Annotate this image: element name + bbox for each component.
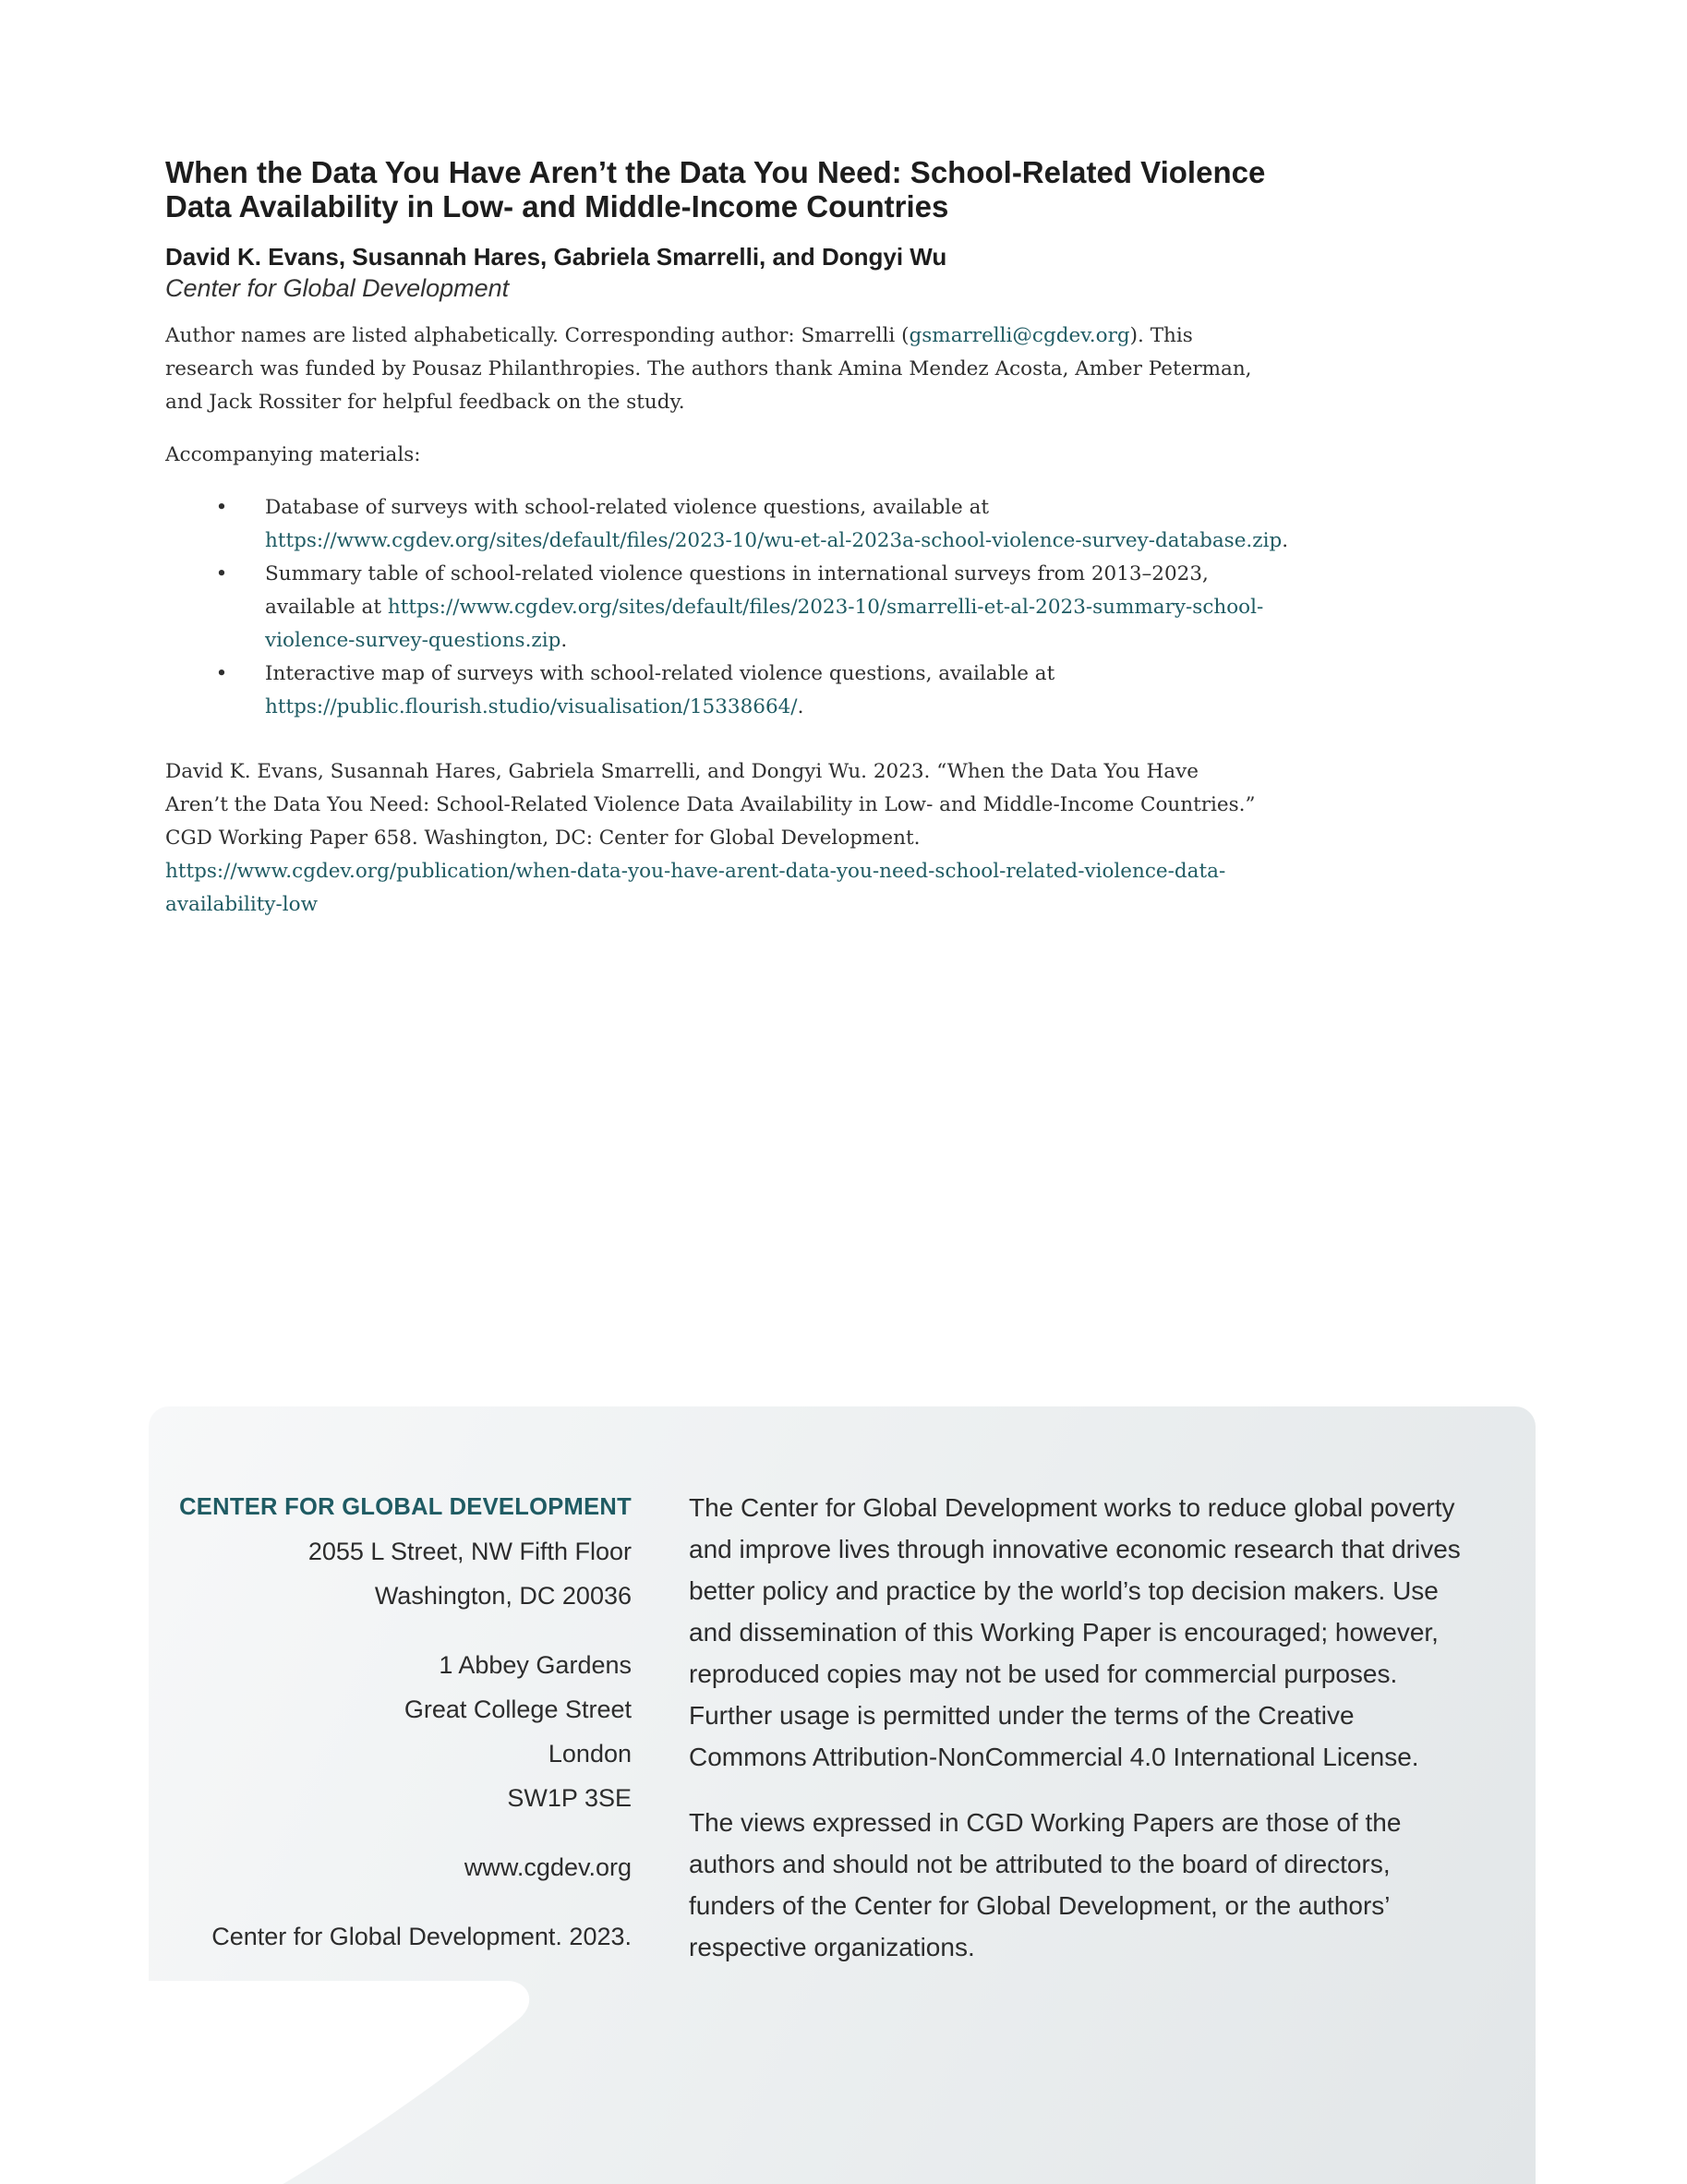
- address-line: 1 Abbey Gardens: [439, 1651, 632, 1679]
- address-line: 2055 L Street, NW Fifth Floor: [307, 1538, 632, 1565]
- material-description: Database of surveys with school-related violence questions, available at: [265, 496, 990, 519]
- copyright: Center for Global Development. 2023.: [211, 1923, 632, 1950]
- disclaimer-paragraph: The views expressed in CGD Working Papers are those of the authors and should not be attributed to the board of directors, funders of the Center for Global Development, or the authors’ respective organizations.: [689, 1808, 1402, 1961]
- author-list: David K. Evans, Susannah Hares, Gabriela Smarrelli, and Dongyi Wu: [165, 243, 947, 271]
- list-item: [212, 658, 1293, 724]
- summary-table-link[interactable]: https://www.cgdev.org/sites/default/files/2023-10/smarrelli-et-al-2023-summary-school-violence-survey-questions.zip: [265, 596, 1264, 652]
- list-item: [212, 558, 1293, 658]
- citation-text: David K. Evans, Susannah Hares, Gabriela Smarrelli, and Dongyi Wu. 2023. “When the Data You Have Aren’t the Data You Need: School-Related Violence Data Availability in Low- and Middle-Income Countries.” CGD Working Paper 658. Washington, DC: Center for Global Development.: [165, 760, 1256, 850]
- address-line: Great College Street: [404, 1695, 632, 1723]
- punctuation: .: [1282, 529, 1289, 552]
- affiliation: Center for Global Development: [165, 274, 510, 302]
- address-line: Washington, DC 20036: [374, 1582, 632, 1610]
- paper-title: When the Data You Have Aren’t the Data You Need: School-Related Violence Data Availability in Low- and Middle-Income Countries: [165, 155, 1266, 223]
- about-paragraph: The Center for Global Development works to reduce global poverty and improve lives through innovative economic research that drives better policy and practice by the world’s top decision makers. Use and dissemination of this Working Paper is encouraged; however, reproduced copies may not be used for commercial purposes. Further usage is permitted under the terms of the Creative Commons Attribution-NonCommercial 4.0 International License.: [689, 1493, 1461, 1771]
- author-note-text-end: ). This research was funded by Pousaz Philanthropies. The authors thank Amina Mendez Acosta, Amber Peterman, and Jack Rossiter for helpful feedback on the study.: [165, 324, 1252, 414]
- punctuation: .: [797, 695, 804, 718]
- author-note: [165, 320, 1283, 419]
- citation: [165, 755, 1264, 922]
- footer-about: [689, 1487, 1474, 1992]
- material-description: Summary table of school-related violence questions in international surveys from 2013–2023, available at: [265, 562, 1209, 619]
- bullet-icon: •: [215, 496, 228, 519]
- material-description: Interactive map of surveys with school-related violence questions, available at: [265, 662, 1055, 685]
- materials-list: [212, 491, 1293, 724]
- address-line: London: [548, 1740, 632, 1768]
- website-link[interactable]: www.cgdev.org: [464, 1853, 632, 1881]
- accompanying-materials-label: Accompanying materials:: [165, 443, 421, 466]
- punctuation: .: [560, 629, 568, 652]
- corresponding-email-link[interactable]: gsmarrelli@cgdev.org: [909, 324, 1130, 347]
- address-line: SW1P 3SE: [507, 1784, 632, 1812]
- survey-database-link[interactable]: https://www.cgdev.org/sites/default/files/2023-10/wu-et-al-2023a-school-violence-survey-database.zip: [265, 529, 1283, 552]
- decorative-swoosh: [149, 1981, 573, 2184]
- bullet-icon: •: [215, 562, 228, 585]
- list-item: [212, 491, 1293, 558]
- org-name: CENTER FOR GLOBAL DEVELOPMENT: [179, 1494, 632, 1520]
- interactive-map-link[interactable]: https://public.flourish.studio/visualisation/15338664/: [265, 695, 798, 718]
- author-note-text: Author names are listed alphabetically. Corresponding author: Smarrelli (: [165, 324, 910, 347]
- bullet-icon: •: [215, 662, 228, 685]
- footer-address-block: [149, 1485, 632, 1959]
- publication-link[interactable]: https://www.cgdev.org/publication/when-data-you-have-arent-data-you-need-school-related-violence-data-availability-low: [165, 860, 1226, 916]
